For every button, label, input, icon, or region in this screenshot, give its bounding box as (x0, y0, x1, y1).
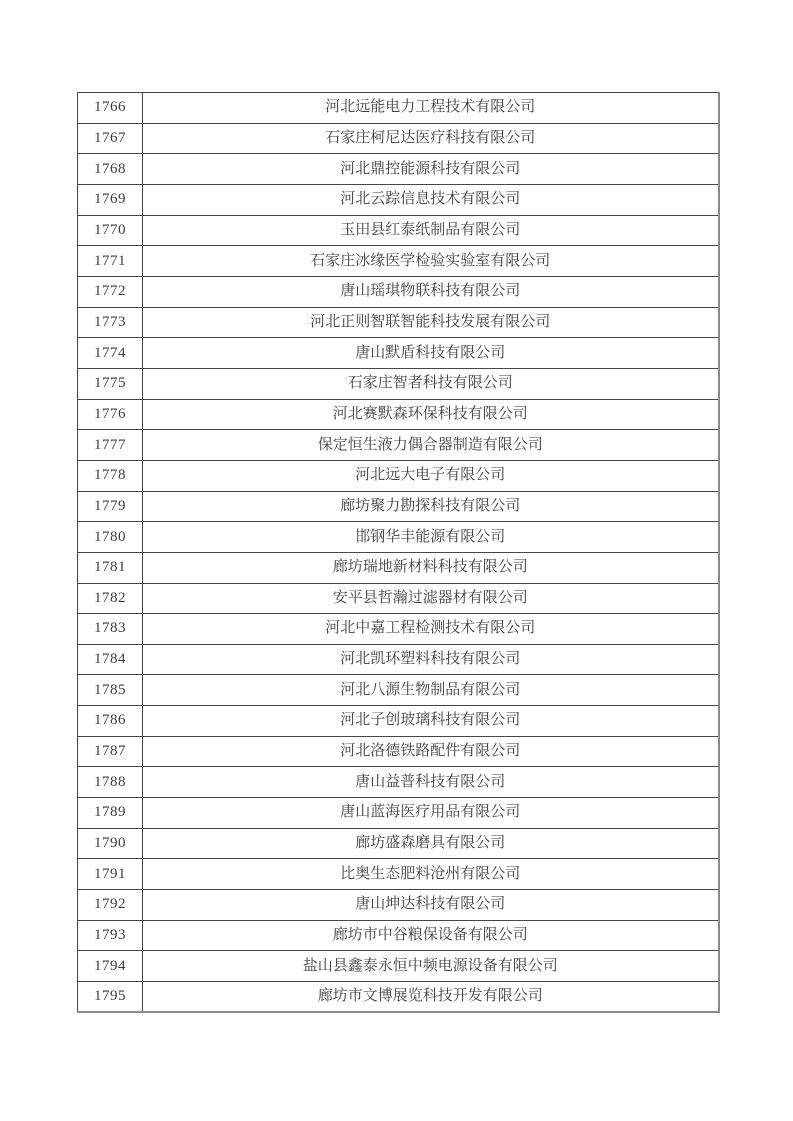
row-index: 1782 (78, 583, 143, 614)
row-index: 1770 (78, 215, 143, 246)
table-row (78, 491, 719, 522)
company-list-table (77, 92, 720, 1013)
table-row (78, 767, 719, 798)
table-row (78, 920, 719, 951)
row-index: 1793 (78, 920, 143, 951)
company-name: 廊坊聚力勘探科技有限公司 (143, 491, 719, 522)
row-index: 1787 (78, 736, 143, 767)
table-row (78, 123, 719, 154)
company-name: 河北远能电力工程技术有限公司 (143, 93, 719, 124)
company-name: 石家庄冰缘医学检验实验室有限公司 (143, 246, 719, 277)
row-index: 1786 (78, 706, 143, 737)
table-row (78, 307, 719, 338)
row-index: 1778 (78, 460, 143, 491)
table-row (78, 215, 719, 246)
table-row (78, 583, 719, 614)
row-index: 1792 (78, 890, 143, 921)
row-index: 1776 (78, 399, 143, 430)
company-name: 河北中嘉工程检测技术有限公司 (143, 614, 719, 645)
company-name: 河北正则智联智能科技发展有限公司 (143, 307, 719, 338)
company-table-body (78, 93, 719, 1013)
company-name: 石家庄智者科技有限公司 (143, 368, 719, 399)
table-row (78, 951, 719, 982)
table-row (78, 798, 719, 829)
company-name: 唐山益普科技有限公司 (143, 767, 719, 798)
company-name: 廊坊市中谷粮保设备有限公司 (143, 920, 719, 951)
row-index: 1773 (78, 307, 143, 338)
table-row (78, 828, 719, 859)
company-name: 河北洛德铁路配件有限公司 (143, 736, 719, 767)
company-name: 河北鼎控能源科技有限公司 (143, 154, 719, 185)
table-row (78, 154, 719, 185)
table-row (78, 93, 719, 124)
company-name: 河北八源生物制品有限公司 (143, 675, 719, 706)
table-row (78, 430, 719, 461)
row-index: 1780 (78, 522, 143, 553)
table-row (78, 368, 719, 399)
company-name: 安平县哲瀚过滤器材有限公司 (143, 583, 719, 614)
row-index: 1771 (78, 246, 143, 277)
row-index: 1791 (78, 859, 143, 890)
row-index: 1766 (78, 93, 143, 124)
company-name: 比奥生态肥料沧州有限公司 (143, 859, 719, 890)
company-name: 盐山县鑫泰永恒中频电源设备有限公司 (143, 951, 719, 982)
company-name: 廊坊盛森磨具有限公司 (143, 828, 719, 859)
table-row (78, 614, 719, 645)
table-row (78, 890, 719, 921)
table-row (78, 246, 719, 277)
company-name: 河北凯环塑料科技有限公司 (143, 644, 719, 675)
company-name: 廊坊市文博展览科技开发有限公司 (143, 982, 719, 1013)
row-index: 1789 (78, 798, 143, 829)
table-row (78, 460, 719, 491)
row-index: 1775 (78, 368, 143, 399)
row-index: 1769 (78, 184, 143, 215)
table-row (78, 675, 719, 706)
company-name: 河北子创玻璃科技有限公司 (143, 706, 719, 737)
company-name: 河北赛默森环保科技有限公司 (143, 399, 719, 430)
table-row (78, 522, 719, 553)
table-row (78, 338, 719, 369)
row-index: 1794 (78, 951, 143, 982)
row-index: 1779 (78, 491, 143, 522)
table-row (78, 552, 719, 583)
row-index: 1774 (78, 338, 143, 369)
row-index: 1777 (78, 430, 143, 461)
row-index: 1788 (78, 767, 143, 798)
row-index: 1785 (78, 675, 143, 706)
table-row (78, 982, 719, 1013)
table-row (78, 276, 719, 307)
table-row (78, 706, 719, 737)
row-index: 1795 (78, 982, 143, 1013)
company-name: 唐山坤达科技有限公司 (143, 890, 719, 921)
company-name: 石家庄柯尼达医疗科技有限公司 (143, 123, 719, 154)
table-row (78, 859, 719, 890)
table-row (78, 399, 719, 430)
company-name: 唐山默盾科技有限公司 (143, 338, 719, 369)
company-name: 唐山瑶琪物联科技有限公司 (143, 276, 719, 307)
company-name: 邯钢华丰能源有限公司 (143, 522, 719, 553)
row-index: 1772 (78, 276, 143, 307)
row-index: 1790 (78, 828, 143, 859)
company-name: 廊坊瑞地新材料科技有限公司 (143, 552, 719, 583)
row-index: 1768 (78, 154, 143, 185)
company-name: 河北云踪信息技术有限公司 (143, 184, 719, 215)
table-row (78, 644, 719, 675)
row-index: 1783 (78, 614, 143, 645)
row-index: 1781 (78, 552, 143, 583)
company-name: 唐山蓝海医疗用品有限公司 (143, 798, 719, 829)
table-row (78, 736, 719, 767)
row-index: 1784 (78, 644, 143, 675)
company-name: 保定恒生液力偶合器制造有限公司 (143, 430, 719, 461)
company-name: 玉田县红泰纸制品有限公司 (143, 215, 719, 246)
row-index: 1767 (78, 123, 143, 154)
company-name: 河北远大电子有限公司 (143, 460, 719, 491)
table-row (78, 184, 719, 215)
